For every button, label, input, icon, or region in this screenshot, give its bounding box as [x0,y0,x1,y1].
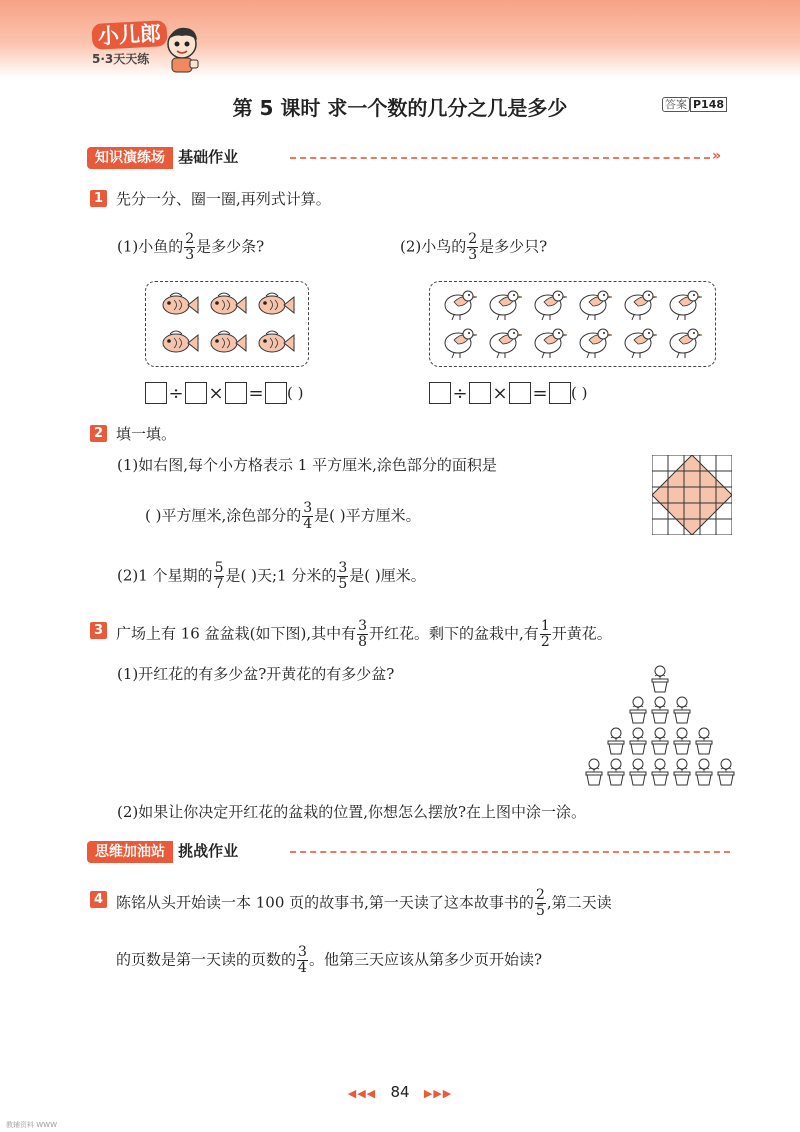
fish-icon [163,331,198,352]
plant-pot-icon[interactable] [630,759,646,785]
section-tag: 思维加油站 [87,841,173,863]
equals-sign: = [532,382,548,404]
plant-pot-icon[interactable] [652,697,668,723]
q1b-equation [429,382,587,404]
bird-icon [625,329,657,358]
q1-instruction: 先分一分、圈一圈,再列式计算。 [116,190,331,208]
q4-line1 [116,888,612,919]
fraction [535,888,546,919]
question-number: 1 [90,190,107,207]
q1b-suffix: 是多少只? [479,237,548,256]
q4-text-d: 。他第三天应该从第多少页开始读? [308,950,542,969]
q4-text-b: ,第二天读 [546,893,612,912]
fish-box [145,281,309,367]
question-number: 3 [90,622,107,639]
numerator: 3 [303,500,313,516]
multiply-sign: × [492,382,508,404]
bird-icon [445,291,477,320]
answer-page-badge [662,96,727,112]
bird-icon [580,329,612,358]
question-number: 2 [90,425,107,442]
fraction [337,561,348,592]
answer-box[interactable] [509,382,531,404]
bird-group [430,282,715,366]
plant-pot-icon[interactable] [652,666,668,692]
q3-text [116,619,612,650]
q1a-equation [145,382,303,404]
denominator: 8 [358,634,368,650]
section-label: 挑战作业 [178,842,239,860]
plant-pot-icon[interactable] [674,697,690,723]
q2-part1-line2 [145,501,421,532]
q2p1-text-a: ( )平方厘米,涂色部分的 [145,506,302,525]
section-arrow-icon: » [712,148,722,164]
fish-icon [259,293,294,314]
prev-arrows-icon: ◀◀◀ [347,1087,377,1100]
section-divider [290,851,730,853]
page-number: 84 [390,1083,410,1101]
plant-pot-icon[interactable] [652,728,668,754]
divide-sign: ÷ [452,382,468,404]
bird-icon [535,329,567,358]
watermark: 教辅资料 WWW [6,1121,57,1129]
q1a-prefix: (1)小鱼的 [117,237,184,256]
denominator: 4 [303,516,313,532]
q1b-prefix: (2)小鸟的 [400,237,467,256]
numerator: 5 [214,560,224,576]
plant-pot-icon[interactable] [630,728,646,754]
question-number: 4 [90,891,107,908]
answer-paren[interactable]: ( ) [571,384,588,402]
fraction [184,232,195,263]
fraction [467,232,478,263]
equals-sign: = [248,382,264,404]
plant-pots-pyramid [580,660,740,790]
mascot-icon [160,20,206,76]
numerator: 2 [468,231,478,247]
page-footer [0,1083,800,1101]
plant-pot-icon[interactable] [608,759,624,785]
section-tag: 知识演练场 [87,147,173,169]
plant-pot-icon[interactable] [630,697,646,723]
answer-box[interactable] [429,382,451,404]
fraction [302,501,313,532]
q3-text-a: 广场上有 16 盆盆栽(如下图),其中有 [116,624,357,643]
plant-pot-icon[interactable] [652,759,668,785]
numerator: 3 [298,944,307,960]
denominator: 5 [535,903,545,919]
bird-icon [580,291,612,320]
fraction [540,619,551,650]
bird-icon [670,291,702,320]
q2p1-text-b: 是( )平方厘米。 [314,506,421,525]
plant-pot-icon[interactable] [608,728,624,754]
fish-icon [211,331,246,352]
plant-pot-icon[interactable] [696,759,712,785]
q2p2-text-b: 是( )天;1 分米的 [225,566,337,585]
plant-pot-icon[interactable] [718,759,734,785]
q4-text-c: 的页数是第一天读的页数的 [116,950,297,969]
page-title: 第 5 课时 求一个数的几分之几是多少 [232,96,568,120]
bird-icon [490,291,522,320]
q3-text-b: 开红花。剩下的盆栽中,有 [369,624,539,643]
section-label: 基础作业 [178,148,239,166]
answer-paren[interactable]: ( ) [287,384,304,402]
bird-icon [535,291,567,320]
plant-pot-icon[interactable] [674,759,690,785]
q2p2-text-a: (2)1 个星期的 [117,566,213,585]
fraction [357,619,368,650]
q2-part2 [117,561,426,592]
fish-group [146,282,308,366]
numerator: 2 [185,231,195,247]
q2-instruction: 填一填。 [116,425,177,443]
q1a-suffix: 是多少条? [196,237,265,256]
logo-subtitle: 5·3天天练 [92,52,150,66]
section-challenge-header [87,840,238,861]
answer-box[interactable] [265,382,287,404]
denominator: 4 [298,960,307,976]
area-grid [652,455,732,535]
answer-box[interactable] [549,382,571,404]
answer-box[interactable] [469,382,491,404]
denominator: 3 [185,247,195,263]
fraction [214,561,225,592]
logo: 小儿郎 [91,20,167,50]
numerator: 1 [540,618,550,634]
denominator: 5 [338,576,348,592]
denominator: 2 [540,634,550,650]
bird-icon [490,329,522,358]
numerator: 3 [338,560,348,576]
q3-sub1: (1)开红花的有多少盆?开黄花的有多少盆? [117,665,395,683]
bird-icon [625,291,657,320]
answer-box[interactable] [145,382,167,404]
bird-icon [670,329,702,358]
multiply-sign: × [208,382,224,404]
section-basic-header [87,146,238,167]
denominator: 3 [468,247,478,263]
q4-line2 [116,945,542,976]
numerator: 2 [535,887,545,903]
q2-part1-line1: (1)如右图,每个小方格表示 1 平方厘米,涂色部分的面积是 [117,456,497,474]
q1-part-a [117,232,264,263]
bird-icon [445,329,477,358]
answer-label: 答案 [662,97,690,112]
q2p2-text-c: 是( )厘米。 [349,566,426,585]
answer-box[interactable] [185,382,207,404]
q3-text-c: 开黄花。 [551,624,612,643]
section-divider [290,157,710,159]
fraction [297,945,308,976]
q1-part-b [400,232,547,263]
plant-pot-icon[interactable] [674,728,690,754]
fish-icon [211,293,246,314]
answer-page: P148 [690,97,727,112]
denominator: 7 [214,576,224,592]
plant-pot-icon[interactable] [586,759,602,785]
q3-sub2: (2)如果让你决定开红花的盆栽的位置,你想怎么摆放?在上图中涂一涂。 [117,803,587,821]
fish-icon [163,293,198,314]
fish-icon [259,331,294,352]
next-arrows-icon: ▶▶▶ [423,1087,453,1100]
answer-box[interactable] [225,382,247,404]
divide-sign: ÷ [168,382,184,404]
bird-box [429,281,716,367]
plant-pot-icon[interactable] [696,728,712,754]
q4-text-a: 陈铭从头开始读一本 100 页的故事书,第一天读了这本故事书的 [116,893,534,912]
numerator: 3 [358,618,368,634]
